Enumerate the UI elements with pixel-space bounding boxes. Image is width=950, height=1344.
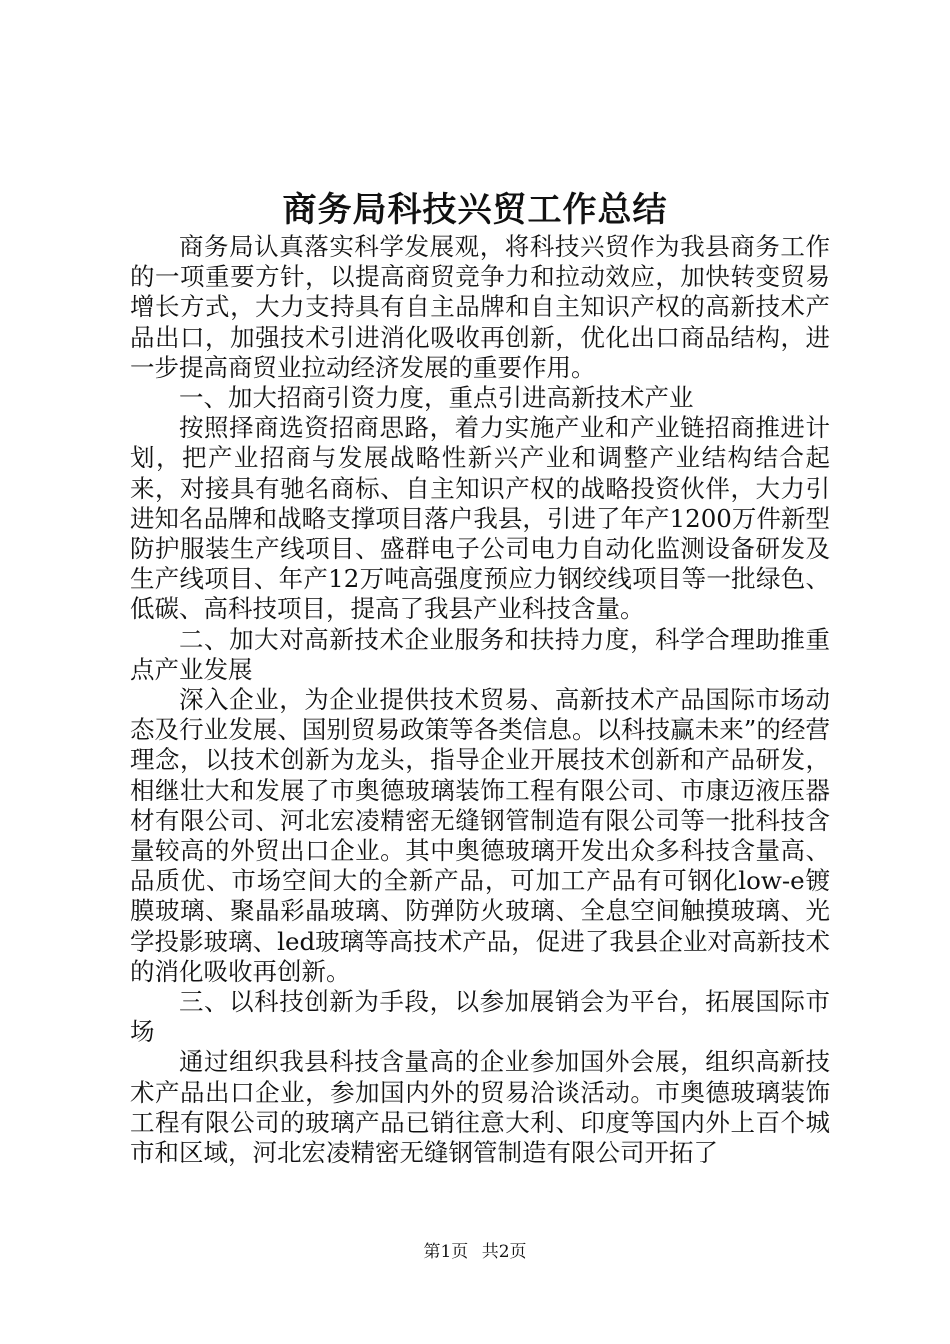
- section-heading-3: 三、以科技创新为手段，以参加展销会为平台，拓展国际市场: [130, 987, 830, 1047]
- page-total: 共2页: [481, 1242, 527, 1262]
- document-body: [130, 232, 830, 1168]
- intro-paragraph: 商务局认真落实科学发展观，将科技兴贸作为我县商务工作的一项重要方针，以提高商贸竞争力和拉动效应，加快转变贸易增长方式，大力支持具有自主品牌和自主知识产权的高新技术产品出口，加强技术引进消化吸收再创新，优化出口商品结构，进一步提高商贸业拉动经济发展的重要作用。: [130, 232, 830, 382]
- page-number: 第1页: [423, 1242, 469, 1262]
- section-paragraph-2: 深入企业，为企业提供技术贸易、高新技术产品国际市场动态及行业发展、国别贸易政策等各类信息。以科技赢未来”的经营理念，以技术创新为龙头，指导企业开展技术创新和产品研发，相继壮大和发展了市奥德玻璃装饰工程有限公司、市康迈液压器材有限公司、河北宏凌精密无缝钢管制造有限公司等一批科技含量较高的外贸出口企业。其中奥德玻璃开发出众多科技含量高、品质优、市场空间大的全新产品，可加工产品有可钢化low-e镀膜玻璃、聚晶彩晶玻璃、防弹防火玻璃、全息空间触摸玻璃、光学投影玻璃、led玻璃等高技术产品，促进了我县企业对高新技术的消化吸收再创新。: [130, 685, 830, 986]
- section-paragraph-1: 按照择商选资招商思路，着力实施产业和产业链招商推进计划，把产业招商与发展战略性新兴产业和调整产业结构结合起来，对接具有驰名商标、自主知识产权的战略投资伙伴，大力引进知名品牌和战略支撑项目落户我县，引进了年产1200万件新型防护服装生产线项目、盛群电子公司电力自动化监测设备研发及生产线项目、年产12万吨高强度预应力钢绞线项目等一批绿色、低碳、高科技项目，提高了我县产业科技含量。: [130, 413, 830, 624]
- document-title: 商务局科技兴贸工作总结: [282, 190, 668, 230]
- page-footer: [0, 1240, 950, 1264]
- section-paragraph-3: 通过组织我县科技含量高的企业参加国外会展，组织高新技术产品出口企业，参加国内外的贸易洽谈活动。市奥德玻璃装饰工程有限公司的玻璃产品已销往意大利、印度等国内外上百个城市和区域，河北宏凌精密无缝钢管制造有限公司开拓了: [130, 1047, 830, 1168]
- section-heading-2: 二、加大对高新技术企业服务和扶持力度，科学合理助推重点产业发展: [130, 624, 830, 684]
- section-heading-1: 一、加大招商引资力度，重点引进高新技术产业: [179, 383, 694, 413]
